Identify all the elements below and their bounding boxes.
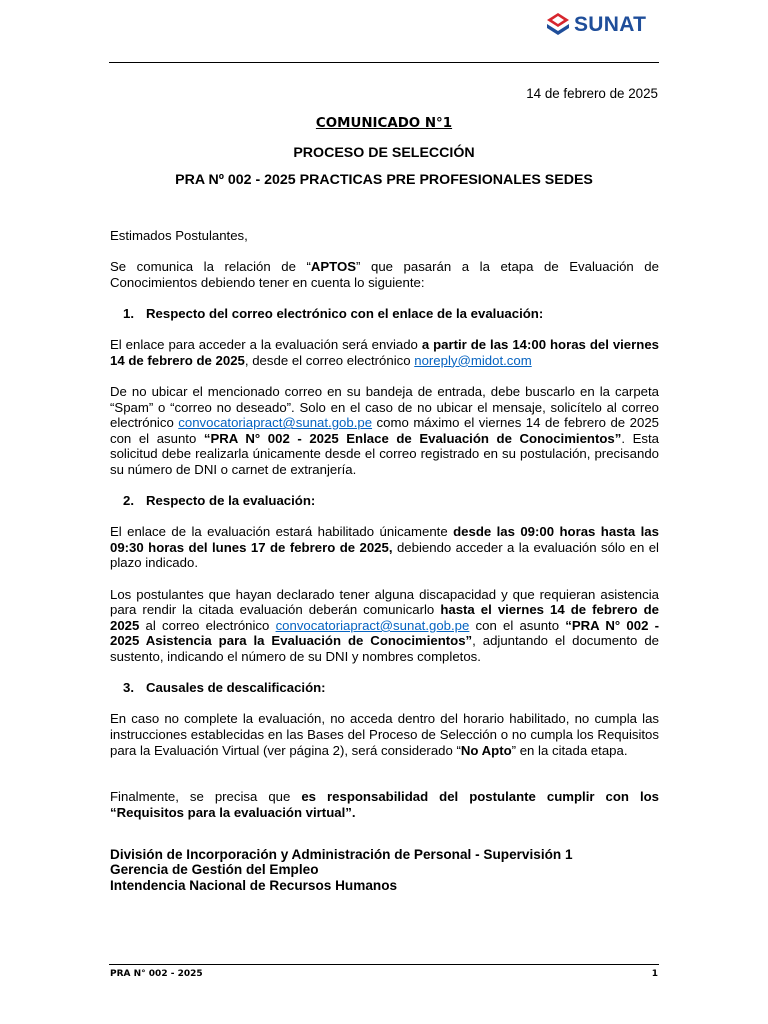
email-link-noreply[interactable]: noreply@midot.com xyxy=(414,352,532,368)
section-title: Respecto del correo electrónico con el enlace de la evaluación: xyxy=(146,305,544,321)
footer-document-code: PRA N° 002 - 2025 xyxy=(110,969,203,979)
text: , desde el correo electrónico xyxy=(244,352,415,368)
bold-text: “PRA N° 002 - 2025 Asistencia para la Evaluación de Conocimientos” xyxy=(110,617,660,649)
section-number: 1. xyxy=(123,305,134,321)
document-subtitle-process: PROCESO DE SELECCIÓN xyxy=(293,145,475,161)
section-2-heading xyxy=(110,493,659,509)
text: como máximo el viernes 14 de febrero de 2025 con el asunto xyxy=(110,415,659,446)
intro-text-end: ” que pasarán a la etapa de Evaluación de Conocimientos debiendo tener en cuenta lo siguiente: xyxy=(110,259,659,290)
document-body xyxy=(110,228,659,820)
text: con el asunto xyxy=(469,617,566,633)
section-2-paragraph-1 xyxy=(110,524,659,571)
text: . Esta solicitud debe realizarla únicamente desde el correo registrado en su postulación, precisando su número de DNI o carnet de extranjería. xyxy=(110,430,659,477)
text: debiendo acceder a la evaluación sólo en el plazo indicado. xyxy=(110,539,659,571)
section-title: Respecto de la evaluación: xyxy=(146,493,316,509)
intro-aptos: APTOS xyxy=(310,259,357,275)
bold-text: hasta el viernes 14 de febrero de 2025 xyxy=(110,602,659,633)
text: ” en la citada etapa. xyxy=(511,742,628,758)
section-1-paragraph-2 xyxy=(110,384,659,478)
greeting: Estimados Postulantes, xyxy=(110,228,248,243)
email-link-convocatoria[interactable]: convocatoriapract@sunat.gob.pe xyxy=(275,617,470,633)
document-subtitle-program: PRA Nº 002 - 2025 PRACTICAS PRE PROFESIONALES SEDES xyxy=(175,172,593,188)
text: En caso no complete la evaluación, no acceda dentro del horario habilitado, no cumpla las instrucciones establecidas en las Bases del Proceso de Selección o no cumpla los Requisitos para la Evaluación Virtual (ver página 2), será considerado “ xyxy=(110,711,659,758)
signature-block xyxy=(110,847,573,893)
signature-division: División de Incorporación y Administración de Personal - Supervisión 1 xyxy=(110,847,573,862)
section-number: 3. xyxy=(123,680,134,696)
text: al correo electrónico xyxy=(139,617,276,633)
text: Los postulantes que hayan declarado tener alguna discapacidad y que requieran asistencia para rendir la citada evaluación deberán comunicarlo xyxy=(110,586,659,618)
bold-text: a partir de las 14:00 horas del viernes 14 de febrero de 2025 xyxy=(110,337,660,368)
section-2-paragraph-2 xyxy=(110,587,659,665)
text: De no ubicar el mencionado correo en su bandeja de entrada, debe buscarlo en la carpeta “Spam” o “correo no deseado”. Solo en el caso de no ubicar el mensaje, solicítelo al correo electrónico xyxy=(110,383,659,431)
signature-intendency: Intendencia Nacional de Recursos Humanos xyxy=(110,877,398,893)
section-title: Causales de descalificación: xyxy=(146,680,326,696)
section-number: 2. xyxy=(123,493,134,509)
sunat-logo-icon xyxy=(546,12,570,38)
intro-text: Se comunica la relación de “ xyxy=(110,259,311,275)
footer-divider xyxy=(109,964,659,965)
section-1-heading xyxy=(110,306,659,322)
bold-text: “PRA N° 002 - 2025 Enlace de Evaluación de Conocimientos” xyxy=(203,430,622,446)
bold-text: No Apto xyxy=(460,742,512,758)
document-date: 14 de febrero de 2025 xyxy=(526,86,658,101)
document-title: COMUNICADO N°1 xyxy=(315,116,453,131)
intro-paragraph xyxy=(110,259,659,290)
text: , adjuntando el documento de sustento, indicando el número de su DNI y nombres completos. xyxy=(110,633,659,665)
email-link-convocatoria[interactable]: convocatoriapract@sunat.gob.pe xyxy=(178,415,373,431)
bold-text: es responsabilidad del postulante cumplir con los “Requisitos para la evaluación virtual”. xyxy=(110,789,659,820)
section-3-heading xyxy=(110,680,659,696)
text: El enlace para acceder a la evaluación será enviado xyxy=(110,337,422,353)
sunat-logo xyxy=(546,10,646,40)
closing-paragraph xyxy=(110,789,659,820)
bold-text: desde las 09:00 horas hasta las 09:30 horas del lunes 17 de febrero de 2025, xyxy=(110,524,659,555)
header-divider xyxy=(109,62,659,63)
logo-text: SUNAT xyxy=(574,13,647,36)
text: El enlace de la evaluación estará habilitado únicamente xyxy=(110,524,454,540)
section-3-paragraph-1 xyxy=(110,711,659,758)
text: Finalmente, se precisa que xyxy=(110,789,302,805)
signature-management: Gerencia de Gestión del Empleo xyxy=(110,862,319,878)
page-number: 1 xyxy=(651,969,658,979)
section-1-paragraph-1 xyxy=(110,337,659,368)
